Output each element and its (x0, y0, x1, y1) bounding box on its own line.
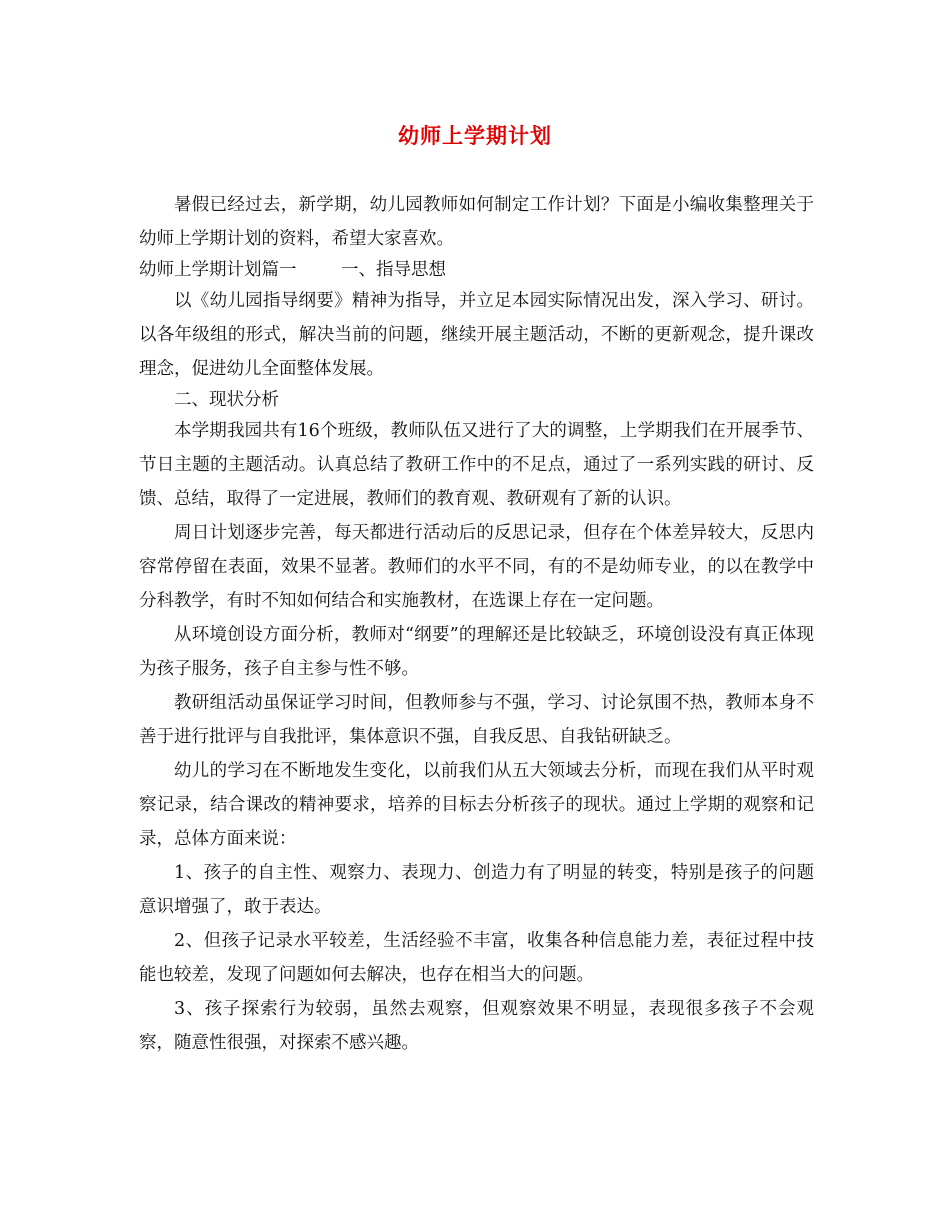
section-heading: 幼师上学期计划篇一 一、指导思想 (139, 260, 447, 280)
paragraph: 教研组活动虽保证学习时间，但教师参与不强，学习、讨论氛围不热，教师本身不善于进行批评与自我批评，集体意识不强，自我反思、自我钻研缺乏。 (139, 693, 814, 747)
list-item: 2、但孩子记录水平较差，生活经验不丰富，收集各种信息能力差，表征过程中技能也较差，发现了问题如何去解决，也存在相当大的问题。 (139, 931, 814, 985)
intro-paragraph: 暑假已经过去，新学期，幼儿园教师如何制定工作计划？下面是小编收集整理关于幼师上学期计划的资料，希望大家喜欢。 (139, 195, 814, 249)
document-body (139, 188, 814, 1060)
paragraph: 幼儿的学习在不断地发生变化，以前我们从五大领域去分析，而现在我们从平时观察记录，结合课改的精神要求，培养的目标去分析孩子的现状。通过上学期的观察和记录，总体方面来说： (139, 761, 814, 849)
paragraph: 以《幼儿园指导纲要》精神为指导，并立足本园实际情况出发，深入学习、研讨。以各年级组的形式，解决当前的问题，继续开展主题活动，不断的更新观念，提升课改理念，促进幼儿全面整体发展。 (139, 291, 814, 379)
list-item: 3、孩子探索行为较弱，虽然去观察，但观察效果不明显，表现很多孩子不会观察，随意性很强，对探索不感兴趣。 (139, 999, 814, 1053)
document-title: 幼师上学期计划 (398, 124, 552, 148)
list-item: 1、孩子的自主性、观察力、表现力、创造力有了明显的转变，特别是孩子的问题意识增强了，敢于表达。 (139, 863, 814, 917)
paragraph: 周日计划逐步完善，每天都进行活动后的反思记录，但存在个体差异较大，反思内容常停留在表面，效果不显著。教师们的水平不同，有的不是幼师专业，的以在教学中分科教学，有时不知如何结合和实施教材，在选课上存在一定问题。 (139, 523, 814, 611)
paragraph: 本学期我园共有16个班级，教师队伍又进行了大的调整，上学期我们在开展季节、节日主题的主题活动。认真总结了教研工作中的不足点，通过了一系列实践的研讨、反馈、总结，取得了一定进展，教师们的教育观、教研观有了新的认识。 (139, 421, 814, 509)
paragraph: 从环境创设方面分析，教师对“纲要”的理解还是比较缺乏，环境创设没有真正体现为孩子服务，孩子自主参与性不够。 (139, 625, 814, 679)
subheading: 二、现状分析 (174, 390, 279, 410)
